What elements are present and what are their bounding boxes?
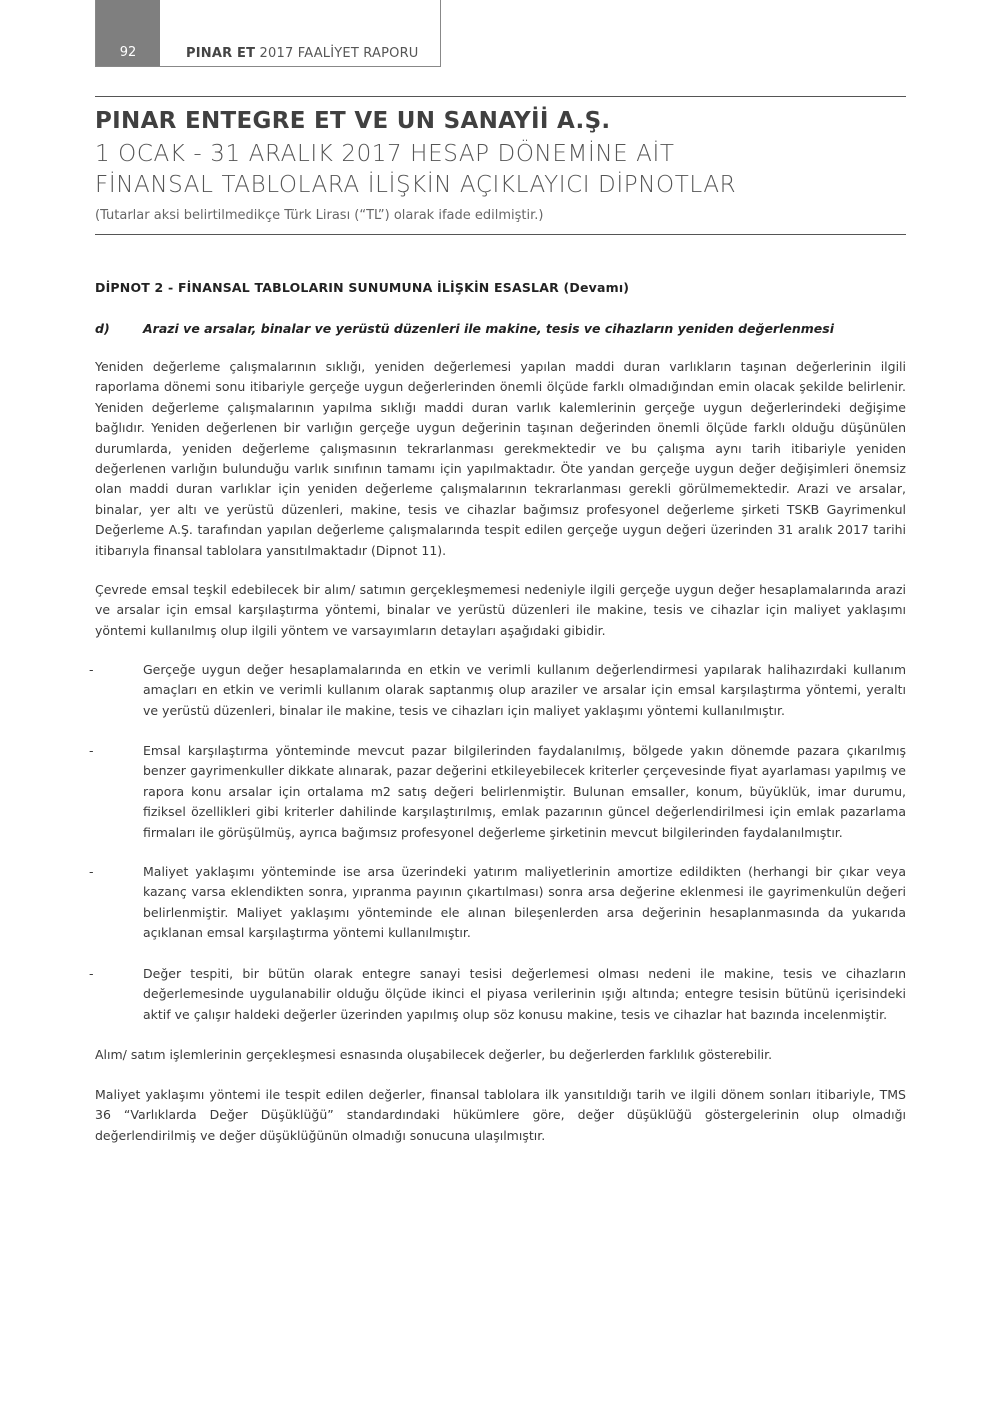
bullet-market-comparison: Emsal karşılaştırma yönteminde mevcut pazar bilgilerinden faydalanılmış, bölgede yakın dönemde pazara çıkarılmış benzer gayrimenkuller dikkate alınarak, pazar değerini etkileyebilecek kriterler çerçevesinde fiyat ayarlaması yapılmış ve rapora konu arsalar için ortalama m2 satış değeri belirlenmiştir. Bulunan emsaller, konum, büyüklük, imar durumu, fiziksel özellikleri gibi kriterler dahilinde karşılaştırılmış, emlak pazarının güncel değerlendirilmesi için emlak pazarlama firmaları ile görüşülmüş, ayrıca bağımsız profesyonel değerleme şirketinin mevcut bilgilerinden faydalanılmıştır. bbox=[143, 743, 906, 840]
subsection-title: Arazi ve arsalar, binalar ve yerüstü düzenleri ile makine, tesis ve cihazların yeniden değerlenmesi bbox=[143, 321, 834, 336]
paragraph-methods: Çevrede emsal teşkil edebilecek bir alım/ satımın gerçekleşmemesi nedeniyle ilgili gerçeğe uygun değer hesaplamalarında arazi ve arsalar için emsal karşılaştırma yöntemi, binalar ve yerüstü düzenleri ile makine, tesis ve cihazlar için maliyet yaklaşımı yöntemi kullanılmış olup ilgili yöntem ve varsayımların detayları aşağıdaki gibidir. bbox=[95, 582, 906, 638]
document-title-line-2: FİNANSAL TABLOLARA İLİŞKİN AÇIKLAYICI DİPNOTLAR bbox=[95, 172, 737, 198]
bullet-marker: - bbox=[89, 864, 94, 879]
page-number: 92 bbox=[96, 0, 160, 66]
report-title bbox=[186, 46, 419, 61]
page-header-tab bbox=[95, 0, 441, 67]
subsection-letter: d) bbox=[95, 321, 110, 336]
bullet-marker: - bbox=[89, 662, 94, 677]
bullet-cost-approach: Maliyet yaklaşımı yönteminde ise arsa üzerindeki yatırım maliyetlerinin amortize edildikten (herhangi bir çıkar veya kazanç varsa eklendikten sonra, yıpranma payının çıkartılması) sonra arsa değerine eklenmesi ile gayrimenkulün değeri belirlenmiştir. Maliyet yaklaşımı yönteminde ele alınan bileşenlerden arsa değerinin hesaplanmasında da yukarıda açıklanan emsal karşılaştırma yöntemi kullanılmıştır. bbox=[143, 864, 906, 941]
currency-note: (Tutarlar aksi belirtilmedikçe Türk Lirası (“TL”) olarak ifade edilmiştir.) bbox=[95, 208, 544, 223]
document-title-line-1: 1 OCAK - 31 ARALIK 2017 HESAP DÖNEMİNE AİT bbox=[95, 141, 675, 167]
header-rule-top bbox=[95, 96, 906, 97]
bullet-marker: - bbox=[89, 966, 94, 981]
bullet-machinery-valuation: Değer tespiti, bir bütün olarak entegre sanayi tesisi değerlemesi olması nedeni ile makine, tesis ve cihazların değerlemesinde uygulanabilir olduğu ölçüde ikinci el piyasa verilerinin ışığı altında; entegre tesisin bütünü içerisindeki aktif ve çalışır haldeki değerler üzerinden yapılmış olup söz konusu makine, tesis ve cihazlar hat bazında incelenmiştir. bbox=[143, 966, 906, 1022]
paragraph-transaction-values: Alım/ satım işlemlerinin gerçekleşmesi esnasında oluşabilecek değerler, bu değerlerden farklılık gösterebilir. bbox=[95, 1047, 773, 1062]
report-brand: PINAR ET bbox=[186, 46, 256, 61]
header-rule-bottom bbox=[95, 234, 906, 235]
bullet-highest-best-use: Gerçeğe uygun değer hesaplamalarında en etkin ve verimli kullanım değerlendirmesi yapılarak halihazırdaki kullanım amaçları en etkin ve verimli kullanım olarak saptanmış olup araziler ve arsalar için emsal karşılaştırma yöntemi, yeraltı ve yerüstü düzenleri, binalar ile makine, tesis ve cihazları için maliyet yaklaşımı yöntemi kullanılmıştır. bbox=[143, 662, 906, 718]
paragraph-revaluation-frequency: Yeniden değerleme çalışmalarının sıklığı, yeniden değerlemesi yapılan maddi duran varlıkların taşınan değerlerinin ilgili raporlama dönemi sonu itibariyle gerçeğe uygun değerlerinden önemli ölçüde farklı olmadığından emin olacak şekilde belirlenir. Yeniden değerleme çalışmalarının yapılma sıklığı maddi duran varlık kalemlerinin gerçeğe uygun değerlerindeki değişime bağlıdır. Yeniden değerlenen bir varlığın gerçeğe uygun değerinin taşınan değerinden önemli ölçüde farklı olduğu düşünülen durumlarda, yeniden değerleme çalışmasının tekrarlanması gerekmektedir ve bu çalışma aynı tarih itibariyle yeniden değerlenen varlığın bulunduğu varlık sınıfının tamamı için yapılmaktadır. Öte yandan gerçeğe uygun değer değişimleri önemsiz olan maddi duran varlıklar için yeniden değerleme çalışmalarının tekrarlanması gerekli görülmemektedir. Arazi ve arsalar, binalar, yer altı ve yerüstü düzenleri, makine, tesis ve cihazlar bağımsız profesyonel değerleme şirketi TSKB Gayrimenkul Değerleme A.Ş. tarafından yapılan değerleme çalışmalarında tespit edilen gerçeğe uygun değeri üzerinden 31 aralık 2017 tarihi itibarıyla finansal tablolara yansıtılmaktadır (Dipnot 11). bbox=[95, 359, 906, 558]
company-name: PINAR ENTEGRE ET VE UN SANAYİİ A.Ş. bbox=[95, 108, 611, 134]
section-heading: DİPNOT 2 - FİNANSAL TABLOLARIN SUNUMUNA İLİŞKİN ESASLAR (Devamı) bbox=[95, 280, 630, 295]
bullet-marker: - bbox=[89, 743, 94, 758]
paragraph-impairment: Maliyet yaklaşımı yöntemi ile tespit edilen değerler, finansal tablolara ilk yansıtıldığı tarih ve ilgili dönem sonları itibariyle, TMS 36 “Varlıklarda Değer Düşüklüğü” standardındaki hükümlere göre, değer düşüklüğü göstergelerinin olup olmadığı değerlendirilmiş ve değer düşüklüğünün olmadığı sonucuna ulaşılmıştır. bbox=[95, 1087, 906, 1143]
report-subtitle: 2017 FAALİYET RAPORU bbox=[259, 46, 419, 61]
